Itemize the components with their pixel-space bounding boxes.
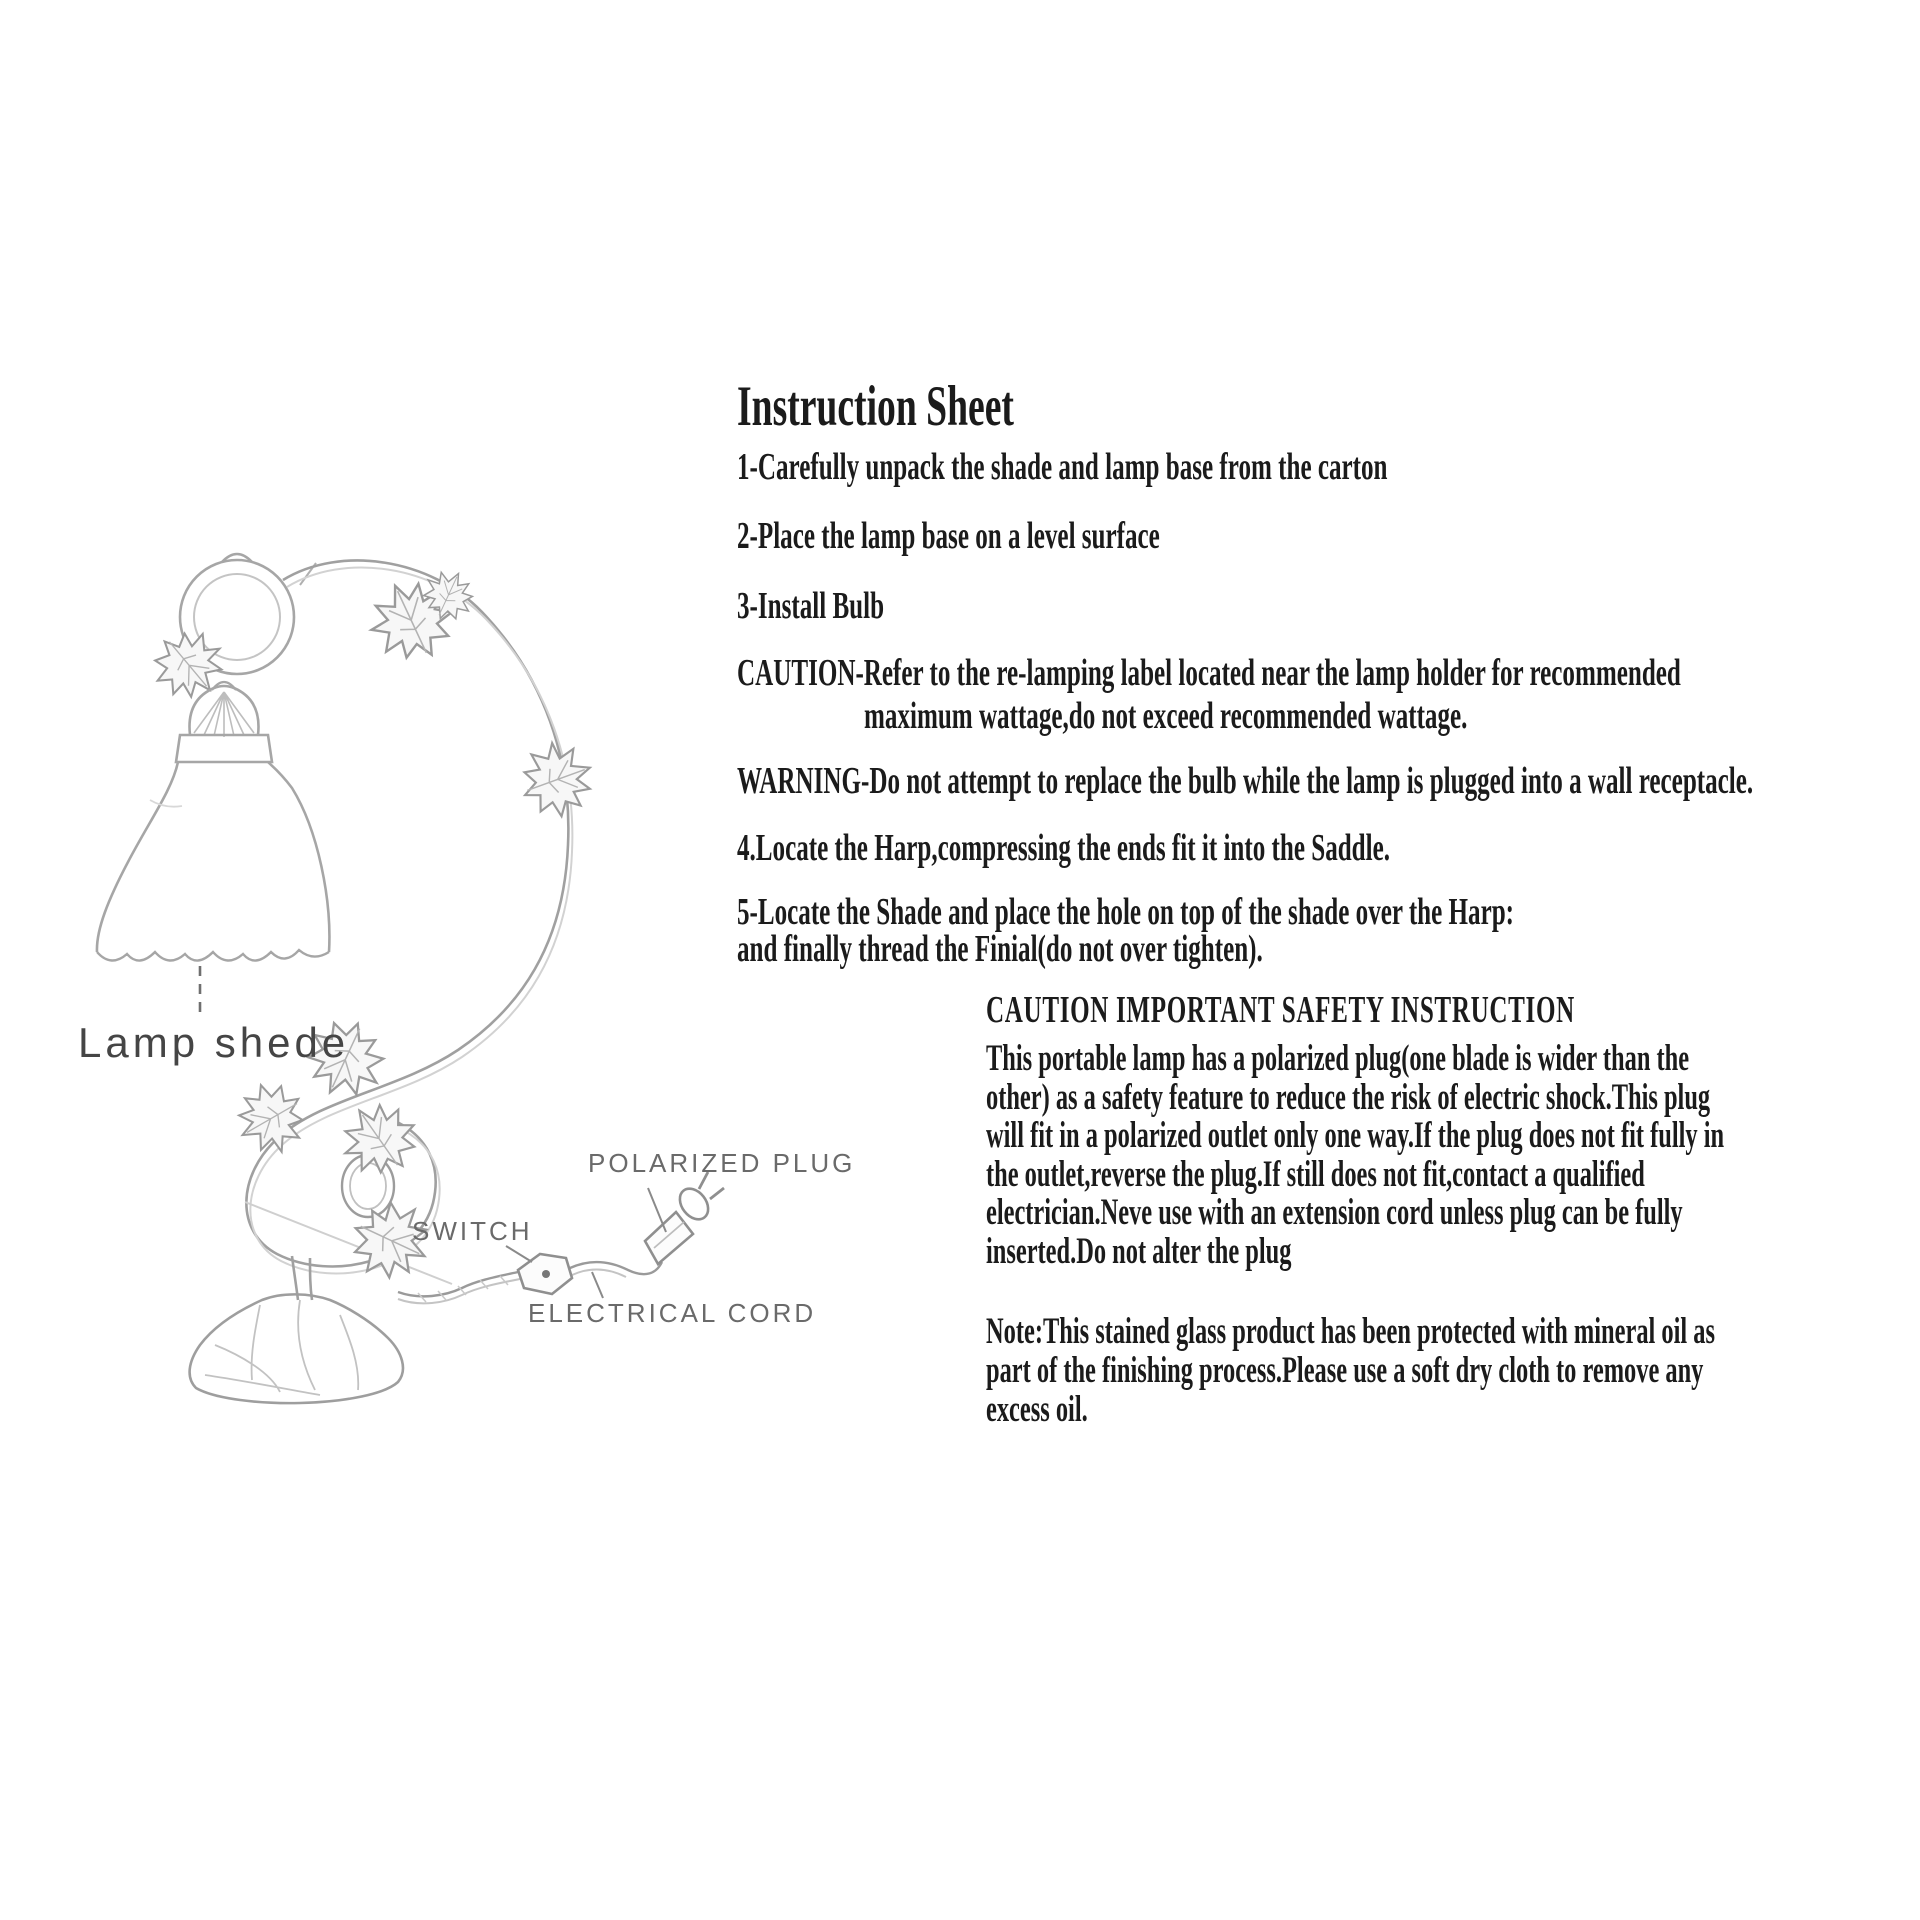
safety-line-2: other) as a safety feature to reduce the risk of electric shock.This plug — [986, 1077, 1711, 1118]
plug-drawing — [645, 1172, 724, 1264]
warning-line: WARNING-Do not attempt to replace the bulb while the lamp is plugged into a wall receptacle. — [737, 760, 1754, 802]
caution-relamping-line: CAUTION-Refer to the re-lamping label located near the lamp holder for recommended — [737, 652, 1681, 694]
safety-section-heading: CAUTION IMPORTANT SAFETY INSTRUCTION — [986, 989, 1575, 1031]
polarized-plug-label: POLARIZED PLUG — [588, 1148, 856, 1178]
note-line-1: Note:This stained glass product has been protected with mineral oil as — [986, 1311, 1716, 1352]
note-line-2: part of the finishing process.Please use a soft dry cloth to remove any — [986, 1350, 1704, 1391]
instruction-line-1: 1-Carefully unpack the shade and lamp base from the carton — [737, 446, 1388, 488]
base-drawing — [190, 1294, 403, 1403]
lamp-shade-drawing — [97, 682, 329, 961]
safety-line-4: the outlet,reverse the plug.If still does not fit,contact a qualified — [986, 1154, 1645, 1195]
safety-line-1: This portable lamp has a polarized plug(one blade is wider than the — [986, 1038, 1690, 1079]
instruction-line-5b: and finally thread the Finial(do not over tighten). — [737, 928, 1263, 970]
note-line-3: excess oil. — [986, 1389, 1088, 1430]
electrical-cord-label: ELECTRICAL CORD — [528, 1298, 817, 1328]
instruction-line-5: 5-Locate the Shade and place the hole on top of the shade over the Harp: — [737, 891, 1515, 933]
switch-label: SWITCH — [412, 1216, 533, 1246]
instruction-line-3: 3-Install Bulb — [737, 585, 885, 627]
safety-line-3: will fit in a polarized outlet only one way.If the plug does not fit fully in — [986, 1115, 1725, 1156]
switch-drawing — [518, 1254, 572, 1294]
instruction-line-4: 4.Locate the Harp,compressing the ends fit it into the Saddle. — [737, 827, 1391, 869]
page-title: Instruction Sheet — [737, 375, 1014, 438]
safety-line-6: inserted.Do not alter the plug — [986, 1231, 1292, 1272]
scroll-arm-drawing — [180, 554, 572, 1300]
caution-relamping-line-2: maximum wattage,do not exceed recommended wattage. — [864, 695, 1468, 737]
safety-line-5: electrician.Neve use with an extension cord unless plug can be fully — [986, 1192, 1683, 1233]
lamp-shade-label: Lamp shede — [78, 1019, 350, 1066]
leaf-icons — [141, 563, 602, 1290]
instruction-line-2: 2-Place the lamp base on a level surface — [737, 515, 1160, 557]
